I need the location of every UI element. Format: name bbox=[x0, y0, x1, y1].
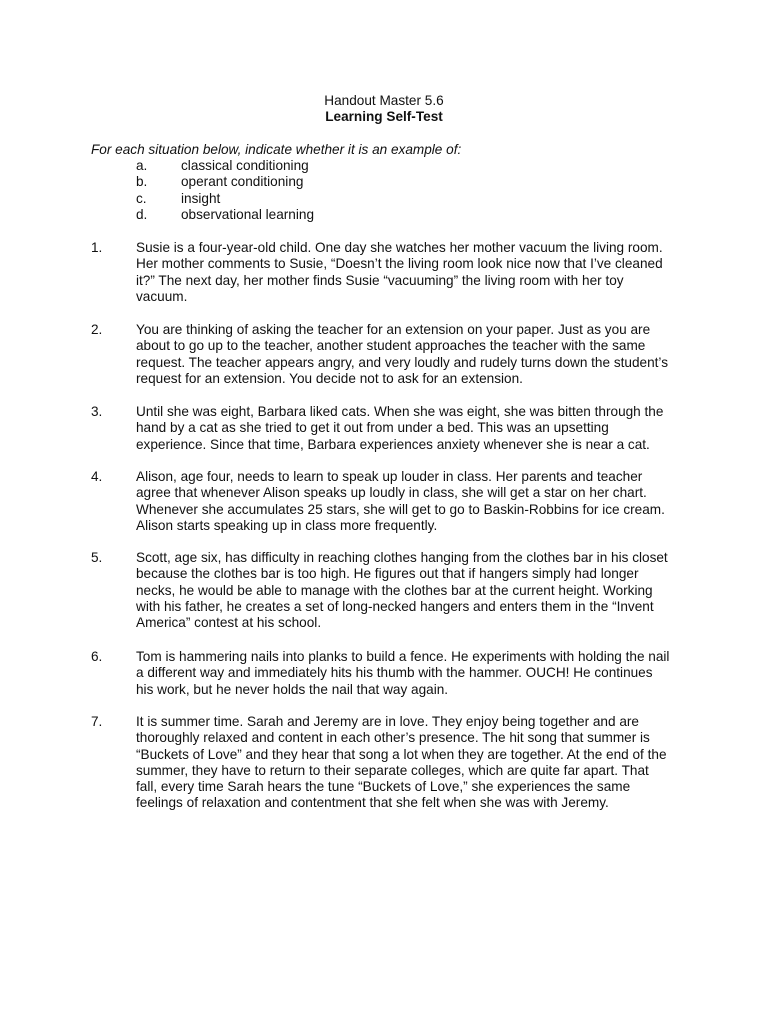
item-text bbox=[136, 404, 681, 453]
item-line: about to go up to the teacher, another student approaches the teacher with the same bbox=[136, 338, 646, 354]
item-line: Scott, age six, has difficulty in reaching clothes hanging from the clothes bar in his closet bbox=[136, 550, 668, 565]
item-line: necks, he would be able to manage with the clothes bar at the current height. Working bbox=[136, 582, 653, 598]
item-line: request for an extension. You decide not to ask for an extension. bbox=[136, 370, 523, 386]
item-line: hand by a cat as she tried to get it out from under a bed. This was an upsetting bbox=[136, 420, 609, 436]
item-number: 7. bbox=[91, 714, 103, 729]
item-number: 2. bbox=[91, 322, 103, 337]
item-text bbox=[136, 322, 681, 387]
item-line: Until she was eight, Barbara liked cats. When she was eight, she was bitten through the bbox=[136, 404, 664, 419]
item-number: 4. bbox=[91, 469, 103, 484]
item-line: Susie is a four-year-old child. One day she watches her mother vacuum the living room. bbox=[136, 240, 663, 255]
item-line: his work, but he never holds the nail that way again. bbox=[136, 681, 449, 697]
handout-label: Handout Master 5.6 bbox=[324, 93, 444, 108]
item-text bbox=[136, 714, 681, 812]
item-line: fall, every time Sarah hears the tune “Buckets of Love,” she experiences the same bbox=[136, 779, 631, 795]
item-line: it?” The next day, her mother finds Susie “vacuuming” the living room with her toy bbox=[136, 272, 624, 288]
document-title: Learning Self-Test bbox=[325, 109, 443, 125]
item-number: 1. bbox=[91, 240, 103, 255]
option-letter: c. bbox=[136, 190, 147, 206]
item-text bbox=[136, 240, 681, 305]
item-line: feelings of relaxation and contentment that she felt when she was with Jeremy. bbox=[136, 795, 609, 811]
item-line: experience. Since that time, Barbara experiences anxiety whenever she is near a cat. bbox=[136, 436, 650, 452]
item-number: 5. bbox=[91, 550, 103, 565]
item-line: Whenever she accumulates 25 stars, she will get to go to Baskin-Robbins for ice cream. bbox=[136, 501, 665, 517]
option-text: insight bbox=[181, 190, 221, 206]
item-line: thoroughly relaxed and content in each other’s presence. The hit song that summer is bbox=[136, 730, 650, 746]
item-number: 6. bbox=[91, 649, 103, 664]
item-line: Alison, age four, needs to learn to speak up louder in class. Her parents and teacher bbox=[136, 469, 643, 484]
item-line: America” contest at his school. bbox=[136, 615, 322, 631]
item-text bbox=[136, 469, 681, 534]
option-text: classical conditioning bbox=[181, 158, 309, 173]
item-line: with his father, he creates a set of long-necked hangers and enters them in the “Invent bbox=[136, 598, 654, 614]
item-number: 3. bbox=[91, 404, 103, 419]
item-line: “Buckets of Love” and they hear that song a lot when they are together. At the end of the bbox=[136, 746, 667, 762]
instructions-text: For each situation below, indicate whether it is an example of: bbox=[91, 142, 462, 157]
item-line: You are thinking of asking the teacher for an extension on your paper. Just as you are bbox=[136, 322, 651, 337]
item-line: a different way and immediately hits his thumb with the hammer. OUCH! He continues bbox=[136, 665, 653, 681]
item-line: because the clothes bar is too high. He figures out that if hangers simply had longer bbox=[136, 566, 639, 582]
item-text bbox=[136, 550, 681, 631]
option-text: operant conditioning bbox=[181, 174, 304, 190]
option-letter: d. bbox=[136, 206, 148, 222]
item-text bbox=[136, 649, 681, 698]
item-line: agree that whenever Alison speaks up loudly in class, she will get a star on her chart. bbox=[136, 485, 647, 501]
option-letter: b. bbox=[136, 174, 148, 190]
document-header bbox=[0, 93, 768, 126]
option-letter: a. bbox=[136, 158, 148, 173]
item-line: Her mother comments to Susie, “Doesn’t the living room look nice now that I’ve cleaned bbox=[136, 256, 663, 272]
item-line: request. The teacher appears angry, and very loudly and rudely turns down the student’s bbox=[136, 354, 668, 370]
item-line: summer, they have to return to their separate colleges, which are quite far apart. That bbox=[136, 762, 649, 778]
item-line: Alison starts speaking up in class more frequently. bbox=[136, 517, 438, 533]
item-line: Tom is hammering nails into planks to build a fence. He experiments with holding the nail bbox=[136, 649, 670, 664]
item-line: vacuum. bbox=[136, 288, 188, 304]
option-text: observational learning bbox=[181, 206, 315, 222]
item-line: It is summer time. Sarah and Jeremy are in love. They enjoy being together and are bbox=[136, 714, 639, 729]
